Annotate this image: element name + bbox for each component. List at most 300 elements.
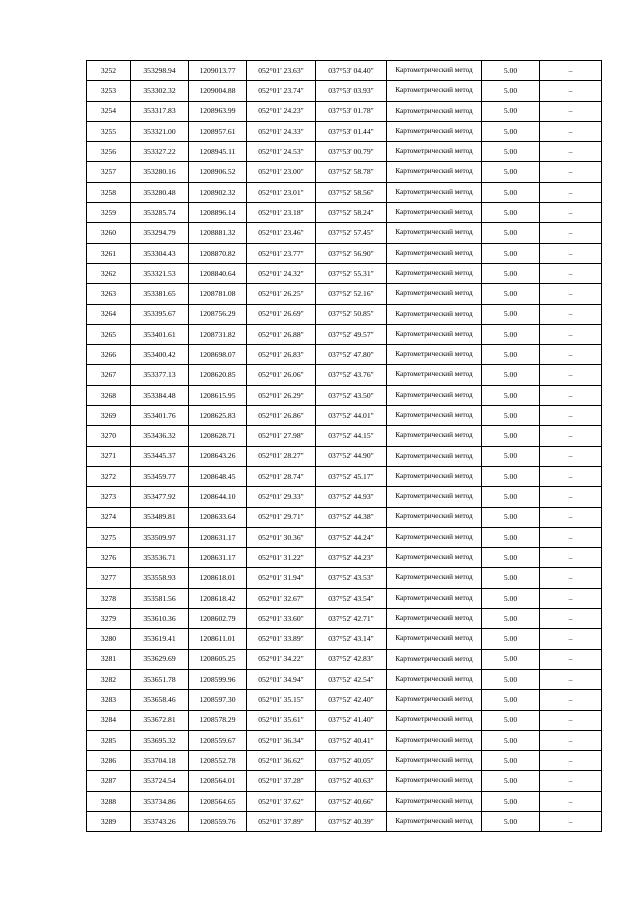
accuracy-cell: 5.00 [482, 142, 540, 162]
latitude-cell: 052°01' 26.83" [247, 345, 316, 365]
longitude-cell: 037°52' 50.85" [316, 304, 387, 324]
table-row [87, 182, 602, 202]
longitude-cell: 037°52' 40.66" [316, 791, 387, 811]
table-row [87, 263, 602, 283]
x-coordinate-cell: 353384.48 [131, 385, 189, 405]
x-coordinate-cell: 353327.22 [131, 142, 189, 162]
y-coordinate-cell: 1208564.01 [189, 771, 247, 791]
point-number-cell: 3289 [87, 811, 131, 831]
point-number-cell: 3278 [87, 588, 131, 608]
latitude-cell: 052°01' 34.22" [247, 649, 316, 669]
point-number-cell: 3277 [87, 568, 131, 588]
x-coordinate-cell: 353436.32 [131, 426, 189, 446]
accuracy-cell: 5.00 [482, 548, 540, 568]
y-coordinate-cell: 1208644.10 [189, 487, 247, 507]
latitude-cell: 052°01' 37.62" [247, 791, 316, 811]
latitude-cell: 052°01' 23.46" [247, 223, 316, 243]
accuracy-cell: 5.00 [482, 81, 540, 101]
accuracy-cell: 5.00 [482, 710, 540, 730]
point-number-cell: 3258 [87, 182, 131, 202]
method-cell: Картометрический метод [387, 406, 482, 426]
table-row [87, 466, 602, 486]
note-cell: – [540, 669, 602, 689]
table-row [87, 223, 602, 243]
accuracy-cell: 5.00 [482, 791, 540, 811]
longitude-cell: 037°52' 43.14" [316, 629, 387, 649]
method-cell: Картометрический метод [387, 527, 482, 547]
accuracy-cell: 5.00 [482, 61, 540, 81]
x-coordinate-cell: 353302.32 [131, 81, 189, 101]
x-coordinate-cell: 353285.74 [131, 203, 189, 223]
y-coordinate-cell: 1208840.64 [189, 263, 247, 283]
latitude-cell: 052°01' 32.67" [247, 588, 316, 608]
x-coordinate-cell: 353298.94 [131, 61, 189, 81]
method-cell: Картометрический метод [387, 426, 482, 446]
x-coordinate-cell: 353317.83 [131, 101, 189, 121]
method-cell: Картометрический метод [387, 507, 482, 527]
latitude-cell: 052°01' 24.23" [247, 101, 316, 121]
latitude-cell: 052°01' 29.71" [247, 507, 316, 527]
accuracy-cell: 5.00 [482, 182, 540, 202]
longitude-cell: 037°52' 49.57" [316, 324, 387, 344]
longitude-cell: 037°52' 44.90" [316, 446, 387, 466]
y-coordinate-cell: 1208559.76 [189, 811, 247, 831]
y-coordinate-cell: 1208564.65 [189, 791, 247, 811]
longitude-cell: 037°53' 01.44" [316, 121, 387, 141]
longitude-cell: 037°52' 57.45" [316, 223, 387, 243]
point-number-cell: 3260 [87, 223, 131, 243]
note-cell: – [540, 121, 602, 141]
y-coordinate-cell: 1208756.29 [189, 304, 247, 324]
note-cell: – [540, 223, 602, 243]
longitude-cell: 037°52' 52.16" [316, 284, 387, 304]
note-cell: – [540, 345, 602, 365]
latitude-cell: 052°01' 36.34" [247, 730, 316, 750]
y-coordinate-cell: 1208631.17 [189, 548, 247, 568]
point-number-cell: 3254 [87, 101, 131, 121]
longitude-cell: 037°52' 44.23" [316, 548, 387, 568]
table-row [87, 548, 602, 568]
note-cell: – [540, 101, 602, 121]
table-row [87, 284, 602, 304]
y-coordinate-cell: 1208605.25 [189, 649, 247, 669]
table-row [87, 61, 602, 81]
y-coordinate-cell: 1208578.29 [189, 710, 247, 730]
accuracy-cell: 5.00 [482, 365, 540, 385]
latitude-cell: 052°01' 36.62" [247, 751, 316, 771]
note-cell: – [540, 710, 602, 730]
table-row [87, 710, 602, 730]
x-coordinate-cell: 353401.76 [131, 406, 189, 426]
note-cell: – [540, 61, 602, 81]
longitude-cell: 037°52' 41.40" [316, 710, 387, 730]
x-coordinate-cell: 353445.37 [131, 446, 189, 466]
longitude-cell: 037°52' 44.24" [316, 527, 387, 547]
accuracy-cell: 5.00 [482, 649, 540, 669]
x-coordinate-cell: 353280.16 [131, 162, 189, 182]
y-coordinate-cell: 1208957.61 [189, 121, 247, 141]
y-coordinate-cell: 1208620.85 [189, 365, 247, 385]
table-row [87, 588, 602, 608]
latitude-cell: 052°01' 26.88" [247, 324, 316, 344]
note-cell: – [540, 284, 602, 304]
note-cell: – [540, 771, 602, 791]
point-number-cell: 3253 [87, 81, 131, 101]
method-cell: Картометрический метод [387, 284, 482, 304]
latitude-cell: 052°01' 31.94" [247, 568, 316, 588]
latitude-cell: 052°01' 26.25" [247, 284, 316, 304]
point-number-cell: 3276 [87, 548, 131, 568]
longitude-cell: 037°52' 40.05" [316, 751, 387, 771]
x-coordinate-cell: 353672.81 [131, 710, 189, 730]
y-coordinate-cell: 1208615.95 [189, 385, 247, 405]
note-cell: – [540, 588, 602, 608]
point-number-cell: 3268 [87, 385, 131, 405]
note-cell: – [540, 263, 602, 283]
table-row [87, 811, 602, 831]
table-row [87, 81, 602, 101]
method-cell: Картометрический метод [387, 588, 482, 608]
method-cell: Картометрический метод [387, 304, 482, 324]
method-cell: Картометрический метод [387, 446, 482, 466]
x-coordinate-cell: 353395.67 [131, 304, 189, 324]
y-coordinate-cell: 1208552.78 [189, 751, 247, 771]
method-cell: Картометрический метод [387, 162, 482, 182]
note-cell: – [540, 142, 602, 162]
table-row [87, 406, 602, 426]
note-cell: – [540, 791, 602, 811]
x-coordinate-cell: 353321.53 [131, 263, 189, 283]
note-cell: – [540, 162, 602, 182]
y-coordinate-cell: 1208731.82 [189, 324, 247, 344]
table-row [87, 385, 602, 405]
table-row [87, 690, 602, 710]
method-cell: Картометрический метод [387, 203, 482, 223]
point-number-cell: 3252 [87, 61, 131, 81]
accuracy-cell: 5.00 [482, 162, 540, 182]
longitude-cell: 037°52' 40.41" [316, 730, 387, 750]
latitude-cell: 052°01' 23.01" [247, 182, 316, 202]
point-number-cell: 3279 [87, 609, 131, 629]
accuracy-cell: 5.00 [482, 609, 540, 629]
y-coordinate-cell: 1208597.30 [189, 690, 247, 710]
accuracy-cell: 5.00 [482, 426, 540, 446]
method-cell: Картометрический метод [387, 771, 482, 791]
longitude-cell: 037°52' 43.76" [316, 365, 387, 385]
longitude-cell: 037°52' 58.78" [316, 162, 387, 182]
longitude-cell: 037°52' 55.31" [316, 263, 387, 283]
note-cell: – [540, 446, 602, 466]
note-cell: – [540, 609, 602, 629]
y-coordinate-cell: 1208906.52 [189, 162, 247, 182]
latitude-cell: 052°01' 35.61" [247, 710, 316, 730]
y-coordinate-cell: 1208631.17 [189, 527, 247, 547]
accuracy-cell: 5.00 [482, 588, 540, 608]
table-row [87, 101, 602, 121]
y-coordinate-cell: 1208618.01 [189, 568, 247, 588]
accuracy-cell: 5.00 [482, 284, 540, 304]
coordinates-table [86, 60, 602, 832]
table-row [87, 669, 602, 689]
x-coordinate-cell: 353381.65 [131, 284, 189, 304]
method-cell: Картометрический метод [387, 101, 482, 121]
method-cell: Картометрический метод [387, 365, 482, 385]
accuracy-cell: 5.00 [482, 669, 540, 689]
table-row [87, 446, 602, 466]
point-number-cell: 3281 [87, 649, 131, 669]
accuracy-cell: 5.00 [482, 223, 540, 243]
x-coordinate-cell: 353734.86 [131, 791, 189, 811]
latitude-cell: 052°01' 27.98" [247, 426, 316, 446]
y-coordinate-cell: 1208648.45 [189, 466, 247, 486]
table-row [87, 629, 602, 649]
point-number-cell: 3271 [87, 446, 131, 466]
point-number-cell: 3256 [87, 142, 131, 162]
accuracy-cell: 5.00 [482, 203, 540, 223]
method-cell: Картометрический метод [387, 263, 482, 283]
longitude-cell: 037°52' 42.71" [316, 609, 387, 629]
latitude-cell: 052°01' 26.69" [247, 304, 316, 324]
note-cell: – [540, 487, 602, 507]
accuracy-cell: 5.00 [482, 751, 540, 771]
accuracy-cell: 5.00 [482, 466, 540, 486]
method-cell: Картометрический метод [387, 243, 482, 263]
table-row [87, 243, 602, 263]
accuracy-cell: 5.00 [482, 101, 540, 121]
y-coordinate-cell: 1208963.99 [189, 101, 247, 121]
point-number-cell: 3284 [87, 710, 131, 730]
method-cell: Картометрический метод [387, 61, 482, 81]
y-coordinate-cell: 1208611.01 [189, 629, 247, 649]
note-cell: – [540, 182, 602, 202]
table-row [87, 487, 602, 507]
longitude-cell: 037°52' 44.15" [316, 426, 387, 446]
y-coordinate-cell: 1208643.26 [189, 446, 247, 466]
point-number-cell: 3269 [87, 406, 131, 426]
accuracy-cell: 5.00 [482, 345, 540, 365]
table-row [87, 568, 602, 588]
table-row [87, 142, 602, 162]
method-cell: Картометрический метод [387, 182, 482, 202]
point-number-cell: 3286 [87, 751, 131, 771]
point-number-cell: 3285 [87, 730, 131, 750]
x-coordinate-cell: 353724.54 [131, 771, 189, 791]
table-row [87, 121, 602, 141]
method-cell: Картометрический метод [387, 568, 482, 588]
accuracy-cell: 5.00 [482, 243, 540, 263]
table-row [87, 609, 602, 629]
accuracy-cell: 5.00 [482, 487, 540, 507]
y-coordinate-cell: 1208881.32 [189, 223, 247, 243]
point-number-cell: 3257 [87, 162, 131, 182]
longitude-cell: 037°52' 44.01" [316, 406, 387, 426]
x-coordinate-cell: 353695.32 [131, 730, 189, 750]
point-number-cell: 3280 [87, 629, 131, 649]
method-cell: Картометрический метод [387, 669, 482, 689]
point-number-cell: 3283 [87, 690, 131, 710]
latitude-cell: 052°01' 26.29" [247, 385, 316, 405]
table-row [87, 730, 602, 750]
y-coordinate-cell: 1209004.88 [189, 81, 247, 101]
note-cell: – [540, 466, 602, 486]
note-cell: – [540, 304, 602, 324]
longitude-cell: 037°53' 00.79" [316, 142, 387, 162]
note-cell: – [540, 811, 602, 831]
note-cell: – [540, 568, 602, 588]
latitude-cell: 052°01' 29.33" [247, 487, 316, 507]
latitude-cell: 052°01' 23.00" [247, 162, 316, 182]
latitude-cell: 052°01' 33.60" [247, 609, 316, 629]
method-cell: Картометрический метод [387, 487, 482, 507]
note-cell: – [540, 243, 602, 263]
point-number-cell: 3273 [87, 487, 131, 507]
longitude-cell: 037°52' 43.53" [316, 568, 387, 588]
x-coordinate-cell: 353629.69 [131, 649, 189, 669]
accuracy-cell: 5.00 [482, 527, 540, 547]
latitude-cell: 052°01' 23.63" [247, 61, 316, 81]
x-coordinate-cell: 353477.92 [131, 487, 189, 507]
accuracy-cell: 5.00 [482, 811, 540, 831]
latitude-cell: 052°01' 23.77" [247, 243, 316, 263]
accuracy-cell: 5.00 [482, 446, 540, 466]
longitude-cell: 037°52' 58.24" [316, 203, 387, 223]
point-number-cell: 3272 [87, 466, 131, 486]
method-cell: Картометрический метод [387, 121, 482, 141]
table-row [87, 324, 602, 344]
method-cell: Картометрический метод [387, 710, 482, 730]
note-cell: – [540, 690, 602, 710]
accuracy-cell: 5.00 [482, 690, 540, 710]
y-coordinate-cell: 1208633.64 [189, 507, 247, 527]
point-number-cell: 3274 [87, 507, 131, 527]
note-cell: – [540, 365, 602, 385]
note-cell: – [540, 751, 602, 771]
y-coordinate-cell: 1208896.14 [189, 203, 247, 223]
longitude-cell: 037°52' 47.80" [316, 345, 387, 365]
method-cell: Картометрический метод [387, 730, 482, 750]
y-coordinate-cell: 1208781.08 [189, 284, 247, 304]
longitude-cell: 037°53' 04.40" [316, 61, 387, 81]
note-cell: – [540, 81, 602, 101]
point-number-cell: 3263 [87, 284, 131, 304]
x-coordinate-cell: 353658.46 [131, 690, 189, 710]
table-row [87, 791, 602, 811]
table-row [87, 649, 602, 669]
table-row [87, 527, 602, 547]
y-coordinate-cell: 1208698.07 [189, 345, 247, 365]
accuracy-cell: 5.00 [482, 406, 540, 426]
longitude-cell: 037°52' 43.50" [316, 385, 387, 405]
method-cell: Картометрический метод [387, 81, 482, 101]
accuracy-cell: 5.00 [482, 121, 540, 141]
table-row [87, 162, 602, 182]
note-cell: – [540, 629, 602, 649]
table-row [87, 365, 602, 385]
point-number-cell: 3275 [87, 527, 131, 547]
point-number-cell: 3267 [87, 365, 131, 385]
y-coordinate-cell: 1208559.67 [189, 730, 247, 750]
point-number-cell: 3259 [87, 203, 131, 223]
point-number-cell: 3266 [87, 345, 131, 365]
method-cell: Картометрический метод [387, 324, 482, 344]
y-coordinate-cell: 1208625.83 [189, 406, 247, 426]
latitude-cell: 052°01' 23.18" [247, 203, 316, 223]
accuracy-cell: 5.00 [482, 730, 540, 750]
x-coordinate-cell: 353280.48 [131, 182, 189, 202]
x-coordinate-cell: 353321.00 [131, 121, 189, 141]
x-coordinate-cell: 353294.79 [131, 223, 189, 243]
note-cell: – [540, 324, 602, 344]
table-row [87, 304, 602, 324]
x-coordinate-cell: 353610.36 [131, 609, 189, 629]
y-coordinate-cell: 1209013.77 [189, 61, 247, 81]
longitude-cell: 037°52' 58.56" [316, 182, 387, 202]
latitude-cell: 052°01' 35.15" [247, 690, 316, 710]
method-cell: Картометрический метод [387, 345, 482, 365]
x-coordinate-cell: 353377.13 [131, 365, 189, 385]
accuracy-cell: 5.00 [482, 629, 540, 649]
point-number-cell: 3255 [87, 121, 131, 141]
method-cell: Картометрический метод [387, 548, 482, 568]
x-coordinate-cell: 353400.42 [131, 345, 189, 365]
point-number-cell: 3270 [87, 426, 131, 446]
longitude-cell: 037°52' 44.93" [316, 487, 387, 507]
latitude-cell: 052°01' 33.89" [247, 629, 316, 649]
method-cell: Картометрический метод [387, 142, 482, 162]
latitude-cell: 052°01' 30.36" [247, 527, 316, 547]
table-row [87, 771, 602, 791]
y-coordinate-cell: 1208902.32 [189, 182, 247, 202]
latitude-cell: 052°01' 37.89" [247, 811, 316, 831]
note-cell: – [540, 406, 602, 426]
longitude-cell: 037°52' 40.39" [316, 811, 387, 831]
method-cell: Картометрический метод [387, 811, 482, 831]
x-coordinate-cell: 353536.71 [131, 548, 189, 568]
y-coordinate-cell: 1208945.11 [189, 142, 247, 162]
accuracy-cell: 5.00 [482, 324, 540, 344]
y-coordinate-cell: 1208602.79 [189, 609, 247, 629]
longitude-cell: 037°52' 40.63" [316, 771, 387, 791]
table-row [87, 751, 602, 771]
longitude-cell: 037°52' 42.54" [316, 669, 387, 689]
note-cell: – [540, 385, 602, 405]
latitude-cell: 052°01' 24.53" [247, 142, 316, 162]
y-coordinate-cell: 1208628.71 [189, 426, 247, 446]
note-cell: – [540, 730, 602, 750]
method-cell: Картометрический метод [387, 690, 482, 710]
latitude-cell: 052°01' 28.27" [247, 446, 316, 466]
note-cell: – [540, 548, 602, 568]
method-cell: Картометрический метод [387, 791, 482, 811]
note-cell: – [540, 527, 602, 547]
method-cell: Картометрический метод [387, 223, 482, 243]
longitude-cell: 037°52' 56.90" [316, 243, 387, 263]
longitude-cell: 037°53' 01.78" [316, 101, 387, 121]
note-cell: – [540, 649, 602, 669]
accuracy-cell: 5.00 [482, 507, 540, 527]
accuracy-cell: 5.00 [482, 263, 540, 283]
y-coordinate-cell: 1208599.96 [189, 669, 247, 689]
latitude-cell: 052°01' 28.74" [247, 466, 316, 486]
accuracy-cell: 5.00 [482, 771, 540, 791]
point-number-cell: 3287 [87, 771, 131, 791]
accuracy-cell: 5.00 [482, 568, 540, 588]
accuracy-cell: 5.00 [482, 304, 540, 324]
x-coordinate-cell: 353401.61 [131, 324, 189, 344]
point-number-cell: 3265 [87, 324, 131, 344]
note-cell: – [540, 426, 602, 446]
latitude-cell: 052°01' 34.94" [247, 669, 316, 689]
